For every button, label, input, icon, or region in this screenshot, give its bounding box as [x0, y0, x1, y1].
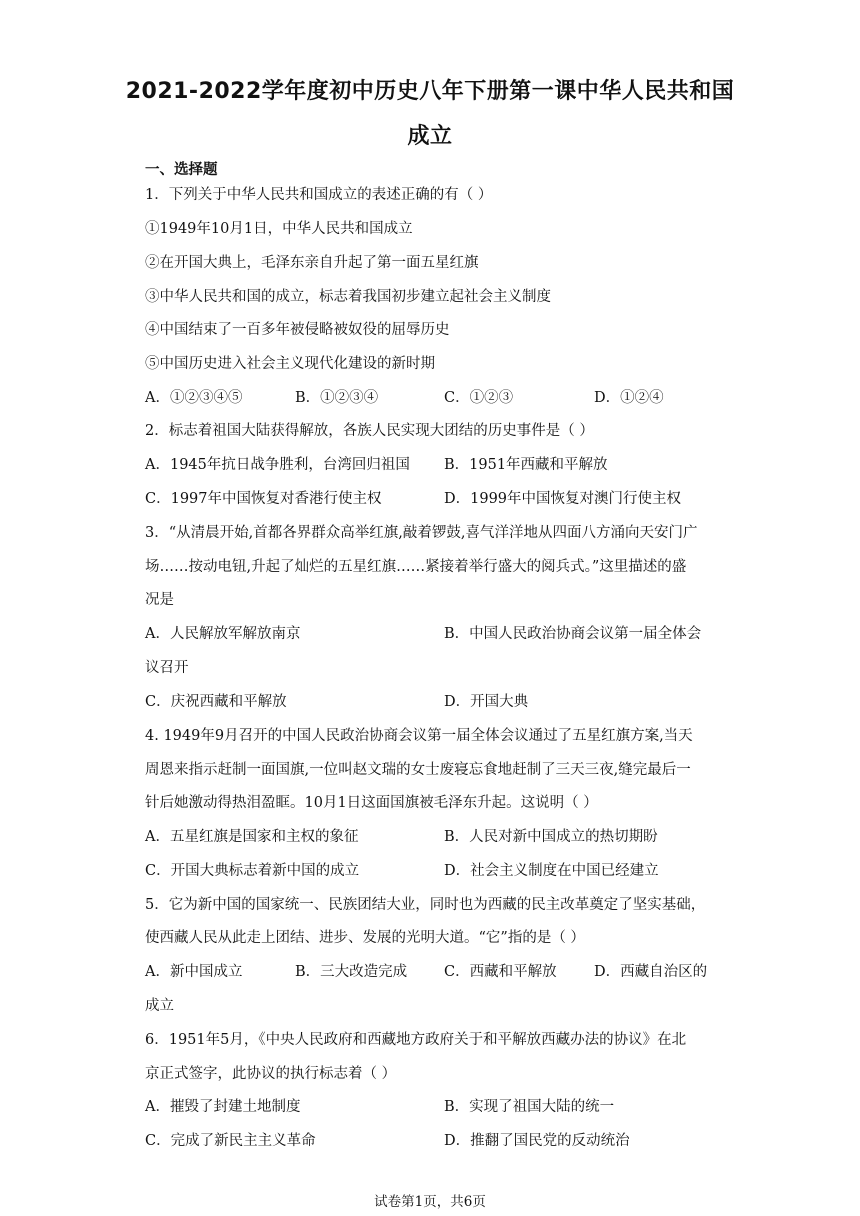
q5-option-d: D．西藏自治区的 [594, 964, 708, 980]
q2-option-a: A．1945年抗日战争胜利，台湾回归祖国 [145, 457, 410, 473]
document-title-line-1: 2021-2022学年度初中历史八年下册第一课中华人民共和国 [125, 79, 735, 104]
q4-option-c: C．开国大典标志着新中国的成立 [145, 863, 360, 879]
q4-stem-line-2: 周恩来指示赶制一面国旗,一位叫赵文瑞的女士废寝忘食地赶制了三天三夜,缝完最后一 [145, 762, 691, 778]
q5-stem-line-2: 使西藏人民从此走上团结、进步、发展的光明大道。“它”指的是（ ） [145, 930, 585, 946]
q1-statement-4: ④中国结束了一百多年被侵略被奴役的屈辱历史 [145, 322, 450, 338]
q5-stem-line-1: 5．它为新中国的国家统一、民族团结大业，同时也为西藏的民主改革奠定了坚实基础， [145, 897, 706, 913]
q2-option-c: C．1997年中国恢复对香港行使主权 [145, 491, 382, 507]
q4-option-a: A．五星红旗是国家和主权的象征 [145, 829, 359, 845]
q4-option-b: B．人民对新中国成立的热切期盼 [444, 829, 658, 845]
q1-statement-2: ②在开国大典上，毛泽东亲自升起了第一面五星红旗 [145, 255, 479, 271]
q2-stem: 2．标志着祖国大陆获得解放，各族人民实现大团结的历史事件是（ ） [145, 423, 594, 439]
q4-stem-line-1: 4. 1949年9月召开的中国人民政治协商会议第一届全体会议通过了五星红旗方案,当天 [145, 728, 693, 744]
q3-option-d: D．开国大典 [444, 694, 529, 710]
q3-option-a: A．人民解放军解放南京 [145, 626, 301, 642]
q3-option-b: B．中国人民政治协商会议第一届全体会 [444, 626, 702, 642]
page-footer: 试卷第1页，共6页 [374, 1194, 486, 1210]
q1-statement-3: ③中华人民共和国的成立，标志着我国初步建立起社会主义制度 [145, 289, 551, 305]
q1-option-a: A．①②③④⑤ [145, 390, 243, 406]
q4-stem-line-3: 针后她激动得热泪盈眶。10月1日这面国旗被毛泽东升起。这说明（ ） [145, 795, 598, 811]
q6-stem-line-1: 6．1951年5月，《中央人民政府和西藏地方政府关于和平解放西藏办法的协议》在北 [145, 1032, 687, 1048]
q1-statement-1: ①1949年10月1日，中华人民共和国成立 [145, 221, 413, 237]
q1-statement-5: ⑤中国历史进入社会主义现代化建设的新时期 [145, 356, 435, 372]
q3-option-c: C．庆祝西藏和平解放 [145, 694, 287, 710]
q3-option-b-continued: 议召开 [145, 660, 189, 676]
q6-option-b: B．实现了祖国大陆的统一 [444, 1099, 615, 1115]
q2-option-d: D．1999年中国恢复对澳门行使主权 [444, 491, 682, 507]
q1-option-b: B．①②③④ [295, 390, 379, 406]
q1-option-d: D．①②④ [594, 390, 664, 406]
q1-option-c: C．①②③ [444, 390, 514, 406]
q4-option-d: D．社会主义制度在中国已经建立 [444, 863, 659, 879]
q5-option-c: C．西藏和平解放 [444, 964, 557, 980]
q3-stem-line-1: 3．“从清晨开始,首都各界群众高举红旗,敲着锣鼓,喜气洋洋地从四面八方涌向天安门广 [145, 525, 698, 541]
q3-stem-line-3: 况是 [145, 592, 174, 608]
q6-option-a: A．摧毁了封建土地制度 [145, 1099, 301, 1115]
q2-option-b: B．1951年西藏和平解放 [444, 457, 608, 473]
q5-option-b: B．三大改造完成 [295, 964, 408, 980]
q5-option-d-continued: 成立 [145, 998, 174, 1014]
q6-stem-line-2: 京正式签字，此协议的执行标志着（ ） [145, 1066, 397, 1082]
q6-option-c: C．完成了新民主主义革命 [145, 1133, 316, 1149]
q1-stem: 1．下列关于中华人民共和国成立的表述正确的有（ ） [145, 187, 493, 203]
document-title-line-2: 成立 [407, 124, 453, 149]
section-heading: 一、选择题 [145, 162, 218, 178]
q6-option-d: D．推翻了国民党的反动统治 [444, 1133, 630, 1149]
q5-option-a: A．新中国成立 [145, 964, 243, 980]
q3-stem-line-2: 场……按动电钮,升起了灿烂的五星红旗……紧接着举行盛大的阅兵式。”这里描述的盛 [145, 559, 687, 575]
